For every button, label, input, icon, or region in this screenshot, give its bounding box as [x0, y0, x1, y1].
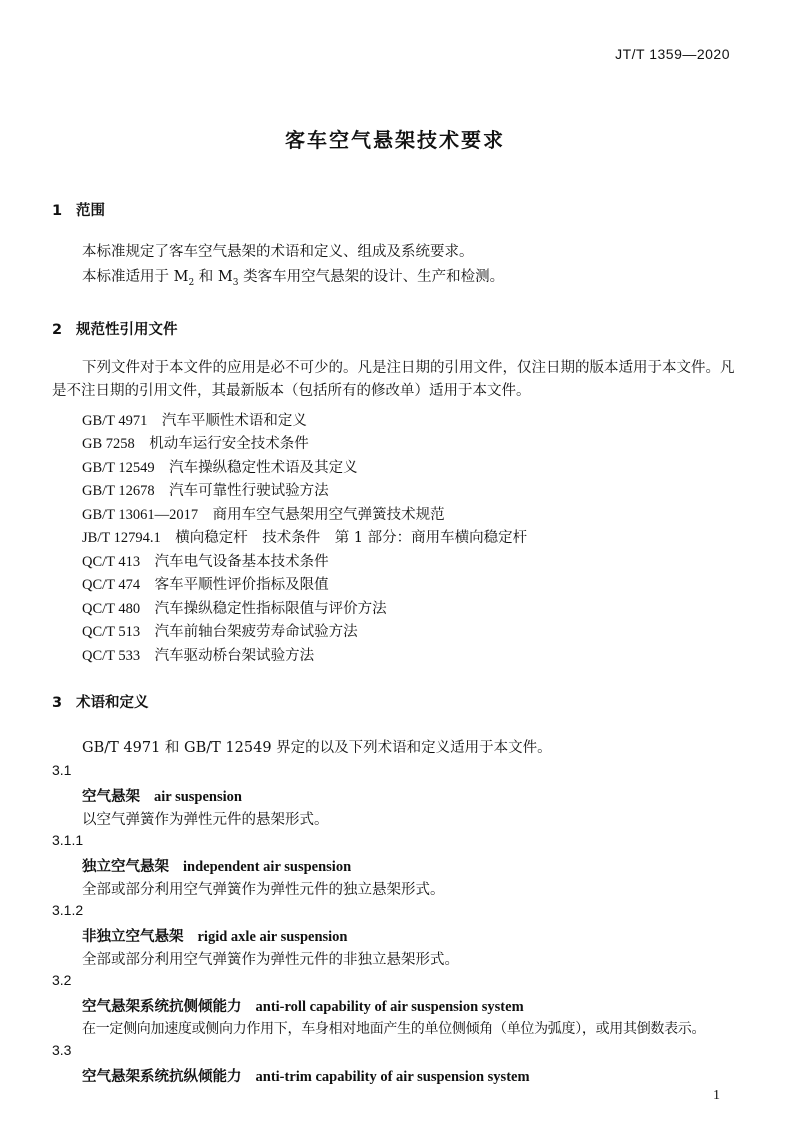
reference-item: QC/T 513 汽车前轴台架疲劳寿命试验方法 [82, 624, 358, 640]
reference-item: QC/T 474 客车平顺性评价指标及限值 [82, 577, 329, 593]
section-number: 2 [52, 322, 63, 338]
term-heading: 空气悬架 air suspension [82, 789, 242, 805]
page-title: 客车空气悬架技术要求 [285, 128, 505, 152]
reference-item: JB/T 12794.1 横向稳定杆 技术条件 第 1 部分：商用车横向稳定杆 [82, 530, 528, 546]
section-1-para-1: 本标准规定了客车空气悬架的术语和定义、组成及系统要求。 [82, 244, 474, 260]
term-definition: 全部或部分利用空气弹簧作为弹性元件的非独立悬架形式。 [82, 952, 459, 968]
section-3-intro: GB/T 4971 和 GB/T 12549 界定的以及下列术语和定义适用于本文件。 [82, 740, 552, 756]
reference-item: GB/T 12678 汽车可靠性行驶试验方法 [82, 483, 329, 499]
reference-item: GB/T 13061—2017 商用车空气悬架用空气弹簧技术规范 [82, 507, 445, 523]
clause-number: 3.2 [52, 972, 72, 988]
section-2-intro: 下列文件对于本文件的应用是必不可少的。凡是注日期的引用文件，仅注日期的版本适用于本文件。凡是不注日期的引用文件，其最新版本（包括所有的修改单）适用于本文件。 [52, 360, 735, 399]
reference-item: QC/T 413 汽车电气设备基本技术条件 [82, 554, 329, 570]
clause-number: 3.1 [52, 762, 72, 778]
term-heading: 空气悬架系统抗纵倾能力 anti-trim capability of air suspension system [82, 1069, 530, 1085]
reference-item: QC/T 480 汽车操纵稳定性指标限值与评价方法 [82, 601, 387, 617]
term-heading: 空气悬架系统抗侧倾能力 anti-roll capability of air suspension system [82, 999, 524, 1015]
section-title: 规范性引用文件 [76, 322, 178, 338]
section-1-para-2: 本标准适用于 $M_2$ 和 $M_3$ 类客车用空气悬架的设计、生产和检测。 [82, 269, 505, 288]
reference-item: GB 7258 机动车运行安全技术条件 [82, 436, 309, 452]
reference-item: QC/T 533 汽车驱动桥台架试验方法 [82, 648, 315, 664]
term-definition: 以空气弹簧作为弹性元件的悬架形式。 [82, 812, 329, 828]
clause-number: 3.3 [52, 1042, 72, 1058]
standard-number: JT/T 1359—2020 [615, 46, 730, 62]
section-3-heading [52, 691, 149, 712]
section-1-heading [52, 199, 105, 220]
section-number: 3 [52, 695, 63, 711]
term-definition: 在一定侧向加速度或侧向力作用下，车身相对地面产生的单位侧倾角（单位为弧度），或用其倒数表示。 [82, 1021, 706, 1037]
section-2-heading [52, 318, 178, 339]
clause-number: 3.1.2 [52, 902, 84, 918]
term-heading: 非独立空气悬架 rigid axle air suspension [82, 929, 348, 945]
clause-number: 3.1.1 [52, 832, 84, 848]
page-number: 1 [713, 1088, 720, 1103]
section-title: 术语和定义 [76, 695, 149, 711]
reference-item: GB/T 12549 汽车操纵稳定性术语及其定义 [82, 460, 358, 476]
term-heading: 独立空气悬架 independent air suspension [82, 859, 352, 875]
reference-item: GB/T 4971 汽车平顺性术语和定义 [82, 413, 307, 429]
section-number: 1 [52, 203, 63, 219]
term-definition: 全部或部分利用空气弹簧作为弹性元件的独立悬架形式。 [82, 882, 445, 898]
section-title: 范围 [76, 203, 105, 219]
